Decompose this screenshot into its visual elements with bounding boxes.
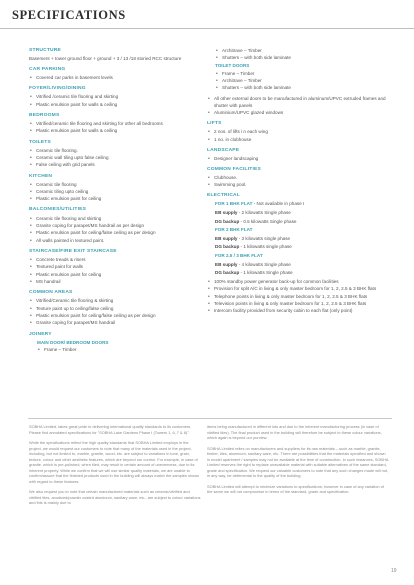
list-item: • Telephone points in living & only master bedroom for 1, 2, 2.5 & 3 BHK flats [207,294,392,300]
sub-heading: MAIN DOOR/ BEDROOM DOORS [37,339,109,345]
bullet-list [207,129,392,142]
electrical-row-label: FOR 1 BHK FLAT [215,201,253,207]
bullet-list [207,156,392,162]
electrical-section [207,193,392,314]
list-item: • All walls painted in textured paint. [29,238,207,244]
section-heading: ELECTRICAL [207,193,240,199]
sub-heading: TOILET DOORS [215,63,250,69]
section-heading: JOINERY [29,331,52,337]
toilets-section [29,140,207,169]
disclaimer-paragraph: While the specifications reflect the high quality standards that SOBHA Limited employs in the project, we would request our customers to note that many of the materials used in the project, including, but not limited to, marble, granite, wood, etc. are subject to variations in tone, grain, texture, colour and other aesthetic features, which are beyond our control. For example, in case of granite, which is pre-polished, when tiled, may result in certain amount of unevenness, due to its inherent property. While we confirm that we will use similar quality materials, we are unable to confirm/assure that the finished products used in the building will always match the samples shown with regard to these features. [29,440,200,484]
bullet-list [29,257,207,285]
right-column [207,48,392,319]
list-item: • Frame – Timber [37,347,207,353]
page-number: 19 [391,568,397,574]
list-item: • Ceramic wall tiling upto false ceiling [29,155,207,161]
list-item: • Aluminium/UPVC glazed windows [207,110,392,116]
disclaimer-left [29,424,201,511]
bullet-list [37,347,207,353]
kitchen-section [29,174,207,203]
bullet-list [29,182,207,203]
electrical-row-label: DG backup [215,218,240,224]
staircase-section [29,249,207,285]
title-divider [0,28,414,29]
list-item: • Intercom facility provided from security cabin to each flat (only point) [207,308,392,314]
list-item: • 2 nos. of lifts i n each wing [207,129,392,135]
electrical-row [215,244,392,250]
list-item: • Designer landscaping [207,156,392,162]
list-item: • Architrave – Timber [215,48,392,54]
bullet-list [29,94,207,107]
bullet-list [29,121,207,134]
list-item: • Provision for split A/C in living & only master bedroom for 1, 2, 2.5 & 3 BHK flats [207,286,392,292]
electrical-row-label: EB supply [215,235,238,241]
electrical-row-label: DG backup [215,244,240,250]
section-heading: BALCONIES/UTILITIES [29,207,87,213]
joinery-continued [207,48,392,91]
list-item: • Plastic emulsion paint for ceiling/false ceiling as per design [29,313,207,319]
list-item: • Covered car parks in basement levels [29,75,207,81]
list-item: • Vitrified/Ceramic tile flooring & skirting [29,298,207,304]
section-heading: BEDROOMS [29,112,60,118]
balconies-section [29,207,207,243]
bullet-list [29,298,207,326]
electrical-row [215,210,392,216]
section-heading: STRUCTURE [29,48,61,53]
disclaimer-paragraph: SOBHA Limited relies on manufacturers and suppliers for its raw materials – such as marble, granite, timber, tiles, aluminum, sanitary ware, etc. There are possibilities that the materials specified and shown in model apartment / samples may not be available at the time of construction. In such instances, SOBHA Limited reserves the right to replace unavailable material with suitable alternatives of the same standard, grade and specification. We request our valuable customers to note that any such changes made will not, in any way, be detrimental to the quality of the building. [207,445,389,478]
bullet-list [207,175,392,188]
section-heading: LANDSCAPE [207,147,240,153]
footer-divider [28,418,392,419]
section-heading: KITCHEN [29,173,53,179]
section-heading: LIFTS [207,121,222,127]
list-item: • Plastic emulsion paint for walls & ceiling [29,128,207,134]
electrical-row-label: EB supply [215,261,238,267]
electrical-row-value: - Not available in phase I [252,201,305,207]
bedrooms-section [29,113,207,135]
electrical-row-value: - 3 kilowatts single phase [237,235,291,241]
list-item: • 1 no. in clubhouse [207,137,392,143]
electrical-row-value: - 0.5 kilowatts Single phase [239,218,297,224]
electrical-row-label: EB supply [215,210,238,216]
list-item: • Vitrified/ceramic tile flooring and skirting for other all bedrooms [29,121,207,127]
list-item: • Textured paint for walls [29,264,207,270]
bullet-list [207,96,392,116]
list-item: • Plastic emulsion paint for ceiling [29,196,207,202]
list-item: • 100% standby power generator back-up for common facilities [207,279,392,285]
list-item: • Ceramic tile flooring and skirting [29,216,207,222]
disclaimer-right [207,424,389,500]
list-item: • Ceramic tile flooring. [29,148,207,154]
disclaimer-paragraph: items being manufactured in different lots and due to the inherent manufacturing process (in case of vitrified tiles). The final product used in the building will therefore be subject to these colour variations, which again is beyond our purview. [207,424,382,440]
list-item: • Shutters – with both side laminate [215,55,392,61]
bullet-list [29,75,207,81]
joinery-section [29,332,207,353]
page-title: SPECIFICATIONS [12,8,126,22]
electrical-row-value: - 1 kilowatts Single phase [239,270,293,276]
bullet-list [215,48,392,61]
common-facilities-section [207,167,392,189]
electrical-row [215,201,392,207]
list-item: • Clubhouse. [207,175,392,181]
list-item: • Television points in living & only master bedroom for 1, 2, 2.5 & 3 BHK flats [207,301,392,307]
list-item: • Concrete treads & risers [29,257,207,263]
electrical-row-value: - 2 kilowatts Single phase [237,210,291,216]
electrical-row [215,219,392,225]
electrical-row [215,270,392,276]
list-item: • MS handrail [29,279,207,285]
list-item: • Shutters – with both side laminate [215,85,392,91]
structure-text: Basement + tower ground floor + ground + 3 / 13 /18 storied RCC structure [29,56,182,62]
list-item: • Texture paint up to ceiling/false ceiling [29,306,207,312]
electrical-row-label: DG backup [215,270,240,276]
list-item: • False ceiling with grid panels [29,162,207,168]
bullet-list [207,279,392,315]
list-item: • Plastic emulsion paint for ceiling [29,272,207,278]
car-parking-section [29,67,207,81]
bullet-list [215,71,392,92]
other-doors-windows [207,96,392,116]
electrical-load-list [207,201,392,276]
list-item: • Plastic emulsion paint for ceiling/false ceiling as per design [29,230,207,236]
section-heading: COMMON AREAS [29,290,73,296]
lifts-section [207,121,392,143]
electrical-row [215,262,392,268]
section-heading: TOILETS [29,139,51,145]
section-heading: FOYER/LIVING/DINING [29,86,86,92]
disclaimer-paragraph: We also request you to note that certain manufactured materials such as ceramic/vitrified and vitrified tiles, anodized/powder coated aluminum, sanitary ware, etc., are subject to colour variations and this is mainly due to [29,489,201,505]
electrical-row-value: - 1 kilowatts single phase [239,244,292,250]
list-item: • All other external doors to be manufactured in aluminum/UPVC extruded frames and shutter with panels [207,96,392,108]
section-heading: STAIRCASE/FIRE EXIT STAIRCASE [29,248,117,254]
list-item: • Ceramic tile flooring [29,182,207,188]
disclaimer-paragraph: SOBHA Limited, takes great pride in delivering international quality standards to its customers. Please find annotated specifications for "SOBHA Lake Gardens Phase I (Towers 1, 6, 7 & 8)". [29,424,192,435]
disclaimer-paragraph: SOBHA Limited will attempt to minimize variations to specifications; however in case of any variation of the same we will not compromise in terms of the standard, grade and specification. [207,483,384,494]
electrical-row-value: - 4 kilowatts Single phase [237,261,291,267]
list-item: • Ceramic tiling upto ceiling [29,189,207,195]
section-heading: CAR PARKING [29,67,66,73]
list-item: • Granite coping for parapet/MS handrail [29,320,207,326]
list-item: • Frame – Timber [215,71,392,77]
foyer-section [29,86,207,108]
list-item: • Architrave – Timber [215,78,392,84]
list-item: • Plastic emulsion paint for walls & ceiling [29,102,207,108]
electrical-row-label: FOR 2 BHK FLAT [215,227,253,233]
left-column [29,48,207,358]
electrical-row [215,253,392,259]
list-item: • Vitrified /ceramic tile flooring and skirting [29,94,207,100]
electrical-row [215,227,392,233]
electrical-row [215,236,392,242]
list-item: • Swimming pool. [207,182,392,188]
common-areas-section [29,290,207,326]
section-heading: COMMON FACILITIES [207,166,261,172]
bullet-list [29,148,207,169]
structure-section [29,48,207,62]
bullet-list [29,216,207,244]
list-item: • Granite coping for parapet/MS handrail as per design [29,223,207,229]
landscape-section [207,148,392,162]
electrical-row-label: FOR 2.5 / 3 BHK FLAT [215,253,263,259]
